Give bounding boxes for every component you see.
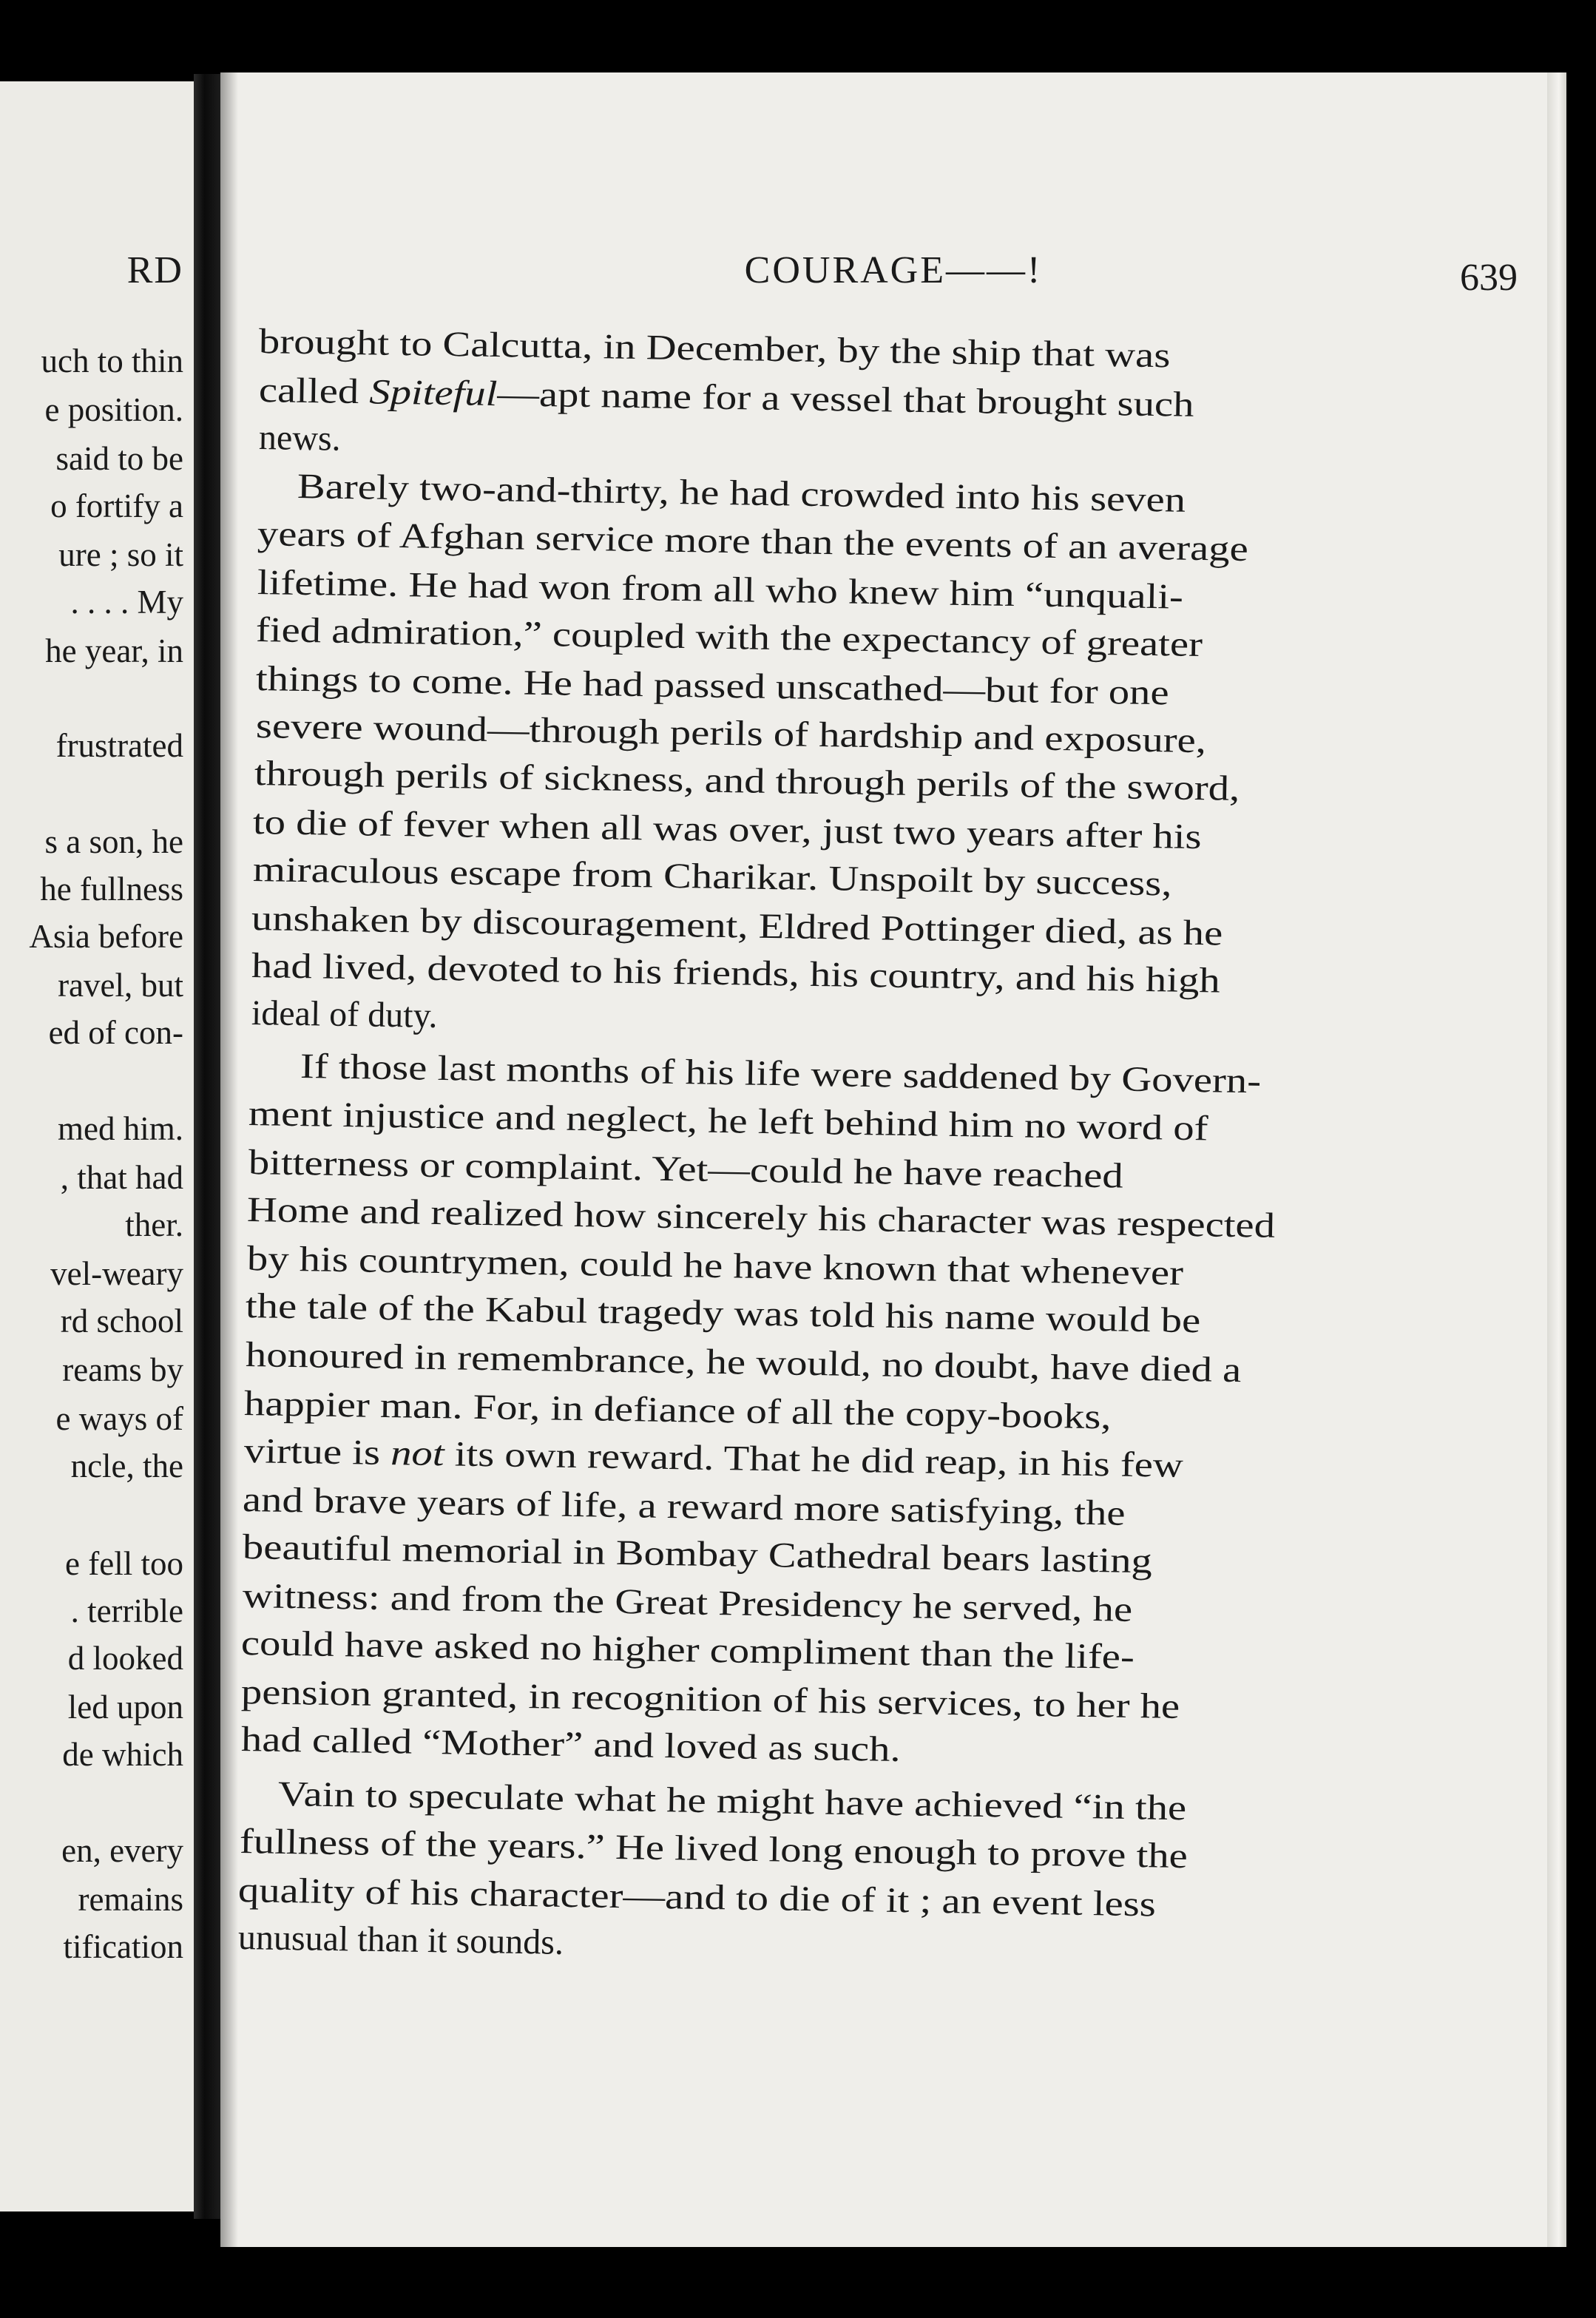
previous-page-line: o fortify a xyxy=(50,487,183,524)
gutter-shadow xyxy=(220,72,238,2247)
previous-page-line: e fell too xyxy=(65,1545,183,1582)
page-stack-edge xyxy=(1547,72,1566,2247)
emphasis-italic: not xyxy=(390,1433,444,1474)
text-line: ideal of duty. xyxy=(251,993,438,1035)
text-line: honoured in remembrance, he would, no doubt, have died a xyxy=(245,1335,1242,1391)
previous-page-line: . terrible xyxy=(70,1592,183,1629)
current-page xyxy=(220,72,1566,2247)
page-number: 639 xyxy=(1460,257,1518,299)
previous-page-line: ure ; so it xyxy=(58,536,183,573)
text-line: pension granted, in recognition of his services, to her he xyxy=(240,1672,1180,1726)
text-line: fullness of the years.” He lived long enough to prove the xyxy=(239,1822,1188,1876)
text-line: witness: and from the Great Presidency he served, he xyxy=(242,1576,1133,1629)
previous-page-line: remains xyxy=(78,1881,183,1918)
previous-page-line: he year, in xyxy=(45,632,183,669)
text-line: the tale of the Kabul tragedy was told his name would be xyxy=(245,1286,1201,1341)
previous-page-line: s a son, he xyxy=(44,823,183,860)
previous-page-line: rd school xyxy=(60,1302,183,1339)
text-line: fied admiration,” coupled with the expectancy of greater xyxy=(255,610,1203,665)
text-line: bitterness or complaint. Yet—could he have reached xyxy=(248,1143,1124,1196)
text-line: had lived, devoted to his friends, his country, and his high xyxy=(251,946,1221,1001)
previous-page-line: Asia before xyxy=(29,918,183,955)
text-line: news. xyxy=(258,418,342,459)
previous-page-line: vel-weary xyxy=(50,1255,183,1292)
previous-page-line: reams by xyxy=(62,1351,183,1388)
text-line: quality of his character—and to die of it ; an event less xyxy=(237,1871,1157,1925)
previous-page-line: , that had xyxy=(60,1159,183,1196)
text-line: lifetime. He had won from all who knew him “unquali- xyxy=(257,563,1184,617)
text-line: ment injustice and neglect, he left behind him no word of xyxy=(248,1094,1208,1149)
text-fragment: virtue is xyxy=(243,1431,391,1473)
text-fragment: —apt name for a vessel that brought such xyxy=(496,374,1194,425)
previous-page-line: tification xyxy=(63,1928,183,1965)
page-body xyxy=(220,72,1566,2247)
text-line xyxy=(259,373,1194,423)
previous-page-line: med him. xyxy=(58,1110,183,1147)
book-gutter xyxy=(194,74,220,2219)
text-line: unshaken by discouragement, Eldred Pottinger died, as he xyxy=(251,899,1223,953)
text-line: to die of fever when all was over, just two years after his xyxy=(252,802,1202,857)
previous-page-line: e position. xyxy=(44,391,183,428)
previous-page-line: ravel, but xyxy=(58,967,183,1004)
previous-page-line: d looked xyxy=(67,1640,183,1677)
previous-page-line: e ways of xyxy=(55,1400,183,1437)
text-line xyxy=(244,1433,1184,1484)
text-line: things to come. He had passed unscathed—but for one xyxy=(255,659,1170,713)
previous-page-line: . . . . My xyxy=(70,584,183,621)
running-title: COURAGE——! xyxy=(744,249,1043,291)
previous-page-running-head: RD xyxy=(126,249,183,291)
previous-page-line: frustrated xyxy=(55,727,183,764)
previous-page-line: ncle, the xyxy=(70,1447,183,1484)
previous-page-fragment xyxy=(0,81,194,2211)
text-line: severe wound—through perils of hardship and exposure, xyxy=(255,706,1207,761)
previous-page-line: uch to thin xyxy=(41,342,183,379)
text-line: through perils of sickness, and through perils of the sword, xyxy=(254,754,1240,808)
text-line: Home and realized how sincerely his character was respected xyxy=(246,1190,1276,1246)
previous-page-line: ed of con- xyxy=(48,1014,183,1051)
text-line: beautiful memorial in Bombay Cathedral bears lasting xyxy=(242,1527,1153,1581)
text-line: years of Afghan service more than the events of an average xyxy=(257,514,1249,570)
ship-name-italic: Spiteful xyxy=(368,372,498,414)
text-fragment: called xyxy=(258,371,370,412)
text-fragment: its own reward. That he did reap, in his few xyxy=(444,1434,1184,1485)
text-line: miraculous escape from Charikar. Unspoilt by success, xyxy=(252,850,1172,904)
text-line: and brave years of life, a reward more satisfying, the xyxy=(242,1480,1126,1533)
text-line: could have asked no higher compliment than the life- xyxy=(240,1623,1135,1677)
previous-page-line: he fullness xyxy=(40,871,183,908)
previous-page-line: de which xyxy=(62,1736,183,1773)
previous-page-line: en, every xyxy=(61,1832,183,1869)
text-line: brought to Calcutta, in December, by the ship that was xyxy=(258,322,1171,376)
paragraph-first-line: If those last months of his life were saddened by Govern- xyxy=(300,1047,1262,1101)
previous-page-line: ther. xyxy=(125,1206,183,1243)
text-line: unusual than it sounds. xyxy=(237,1918,564,1962)
previous-page-line: led upon xyxy=(67,1689,183,1726)
text-line: by his countrymen, could he have known that whenever xyxy=(246,1239,1184,1293)
paragraph-first-line: Barely two-and-thirty, he had crowded into his seven xyxy=(297,467,1186,520)
text-line: had called “Mother” and loved as such. xyxy=(240,1720,902,1770)
text-line: happier man. For, in defiance of all the copy-books, xyxy=(243,1384,1112,1437)
previous-page-line: said to be xyxy=(55,440,183,477)
paragraph-first-line: Vain to speculate what he might have achieved “in the xyxy=(277,1774,1187,1828)
